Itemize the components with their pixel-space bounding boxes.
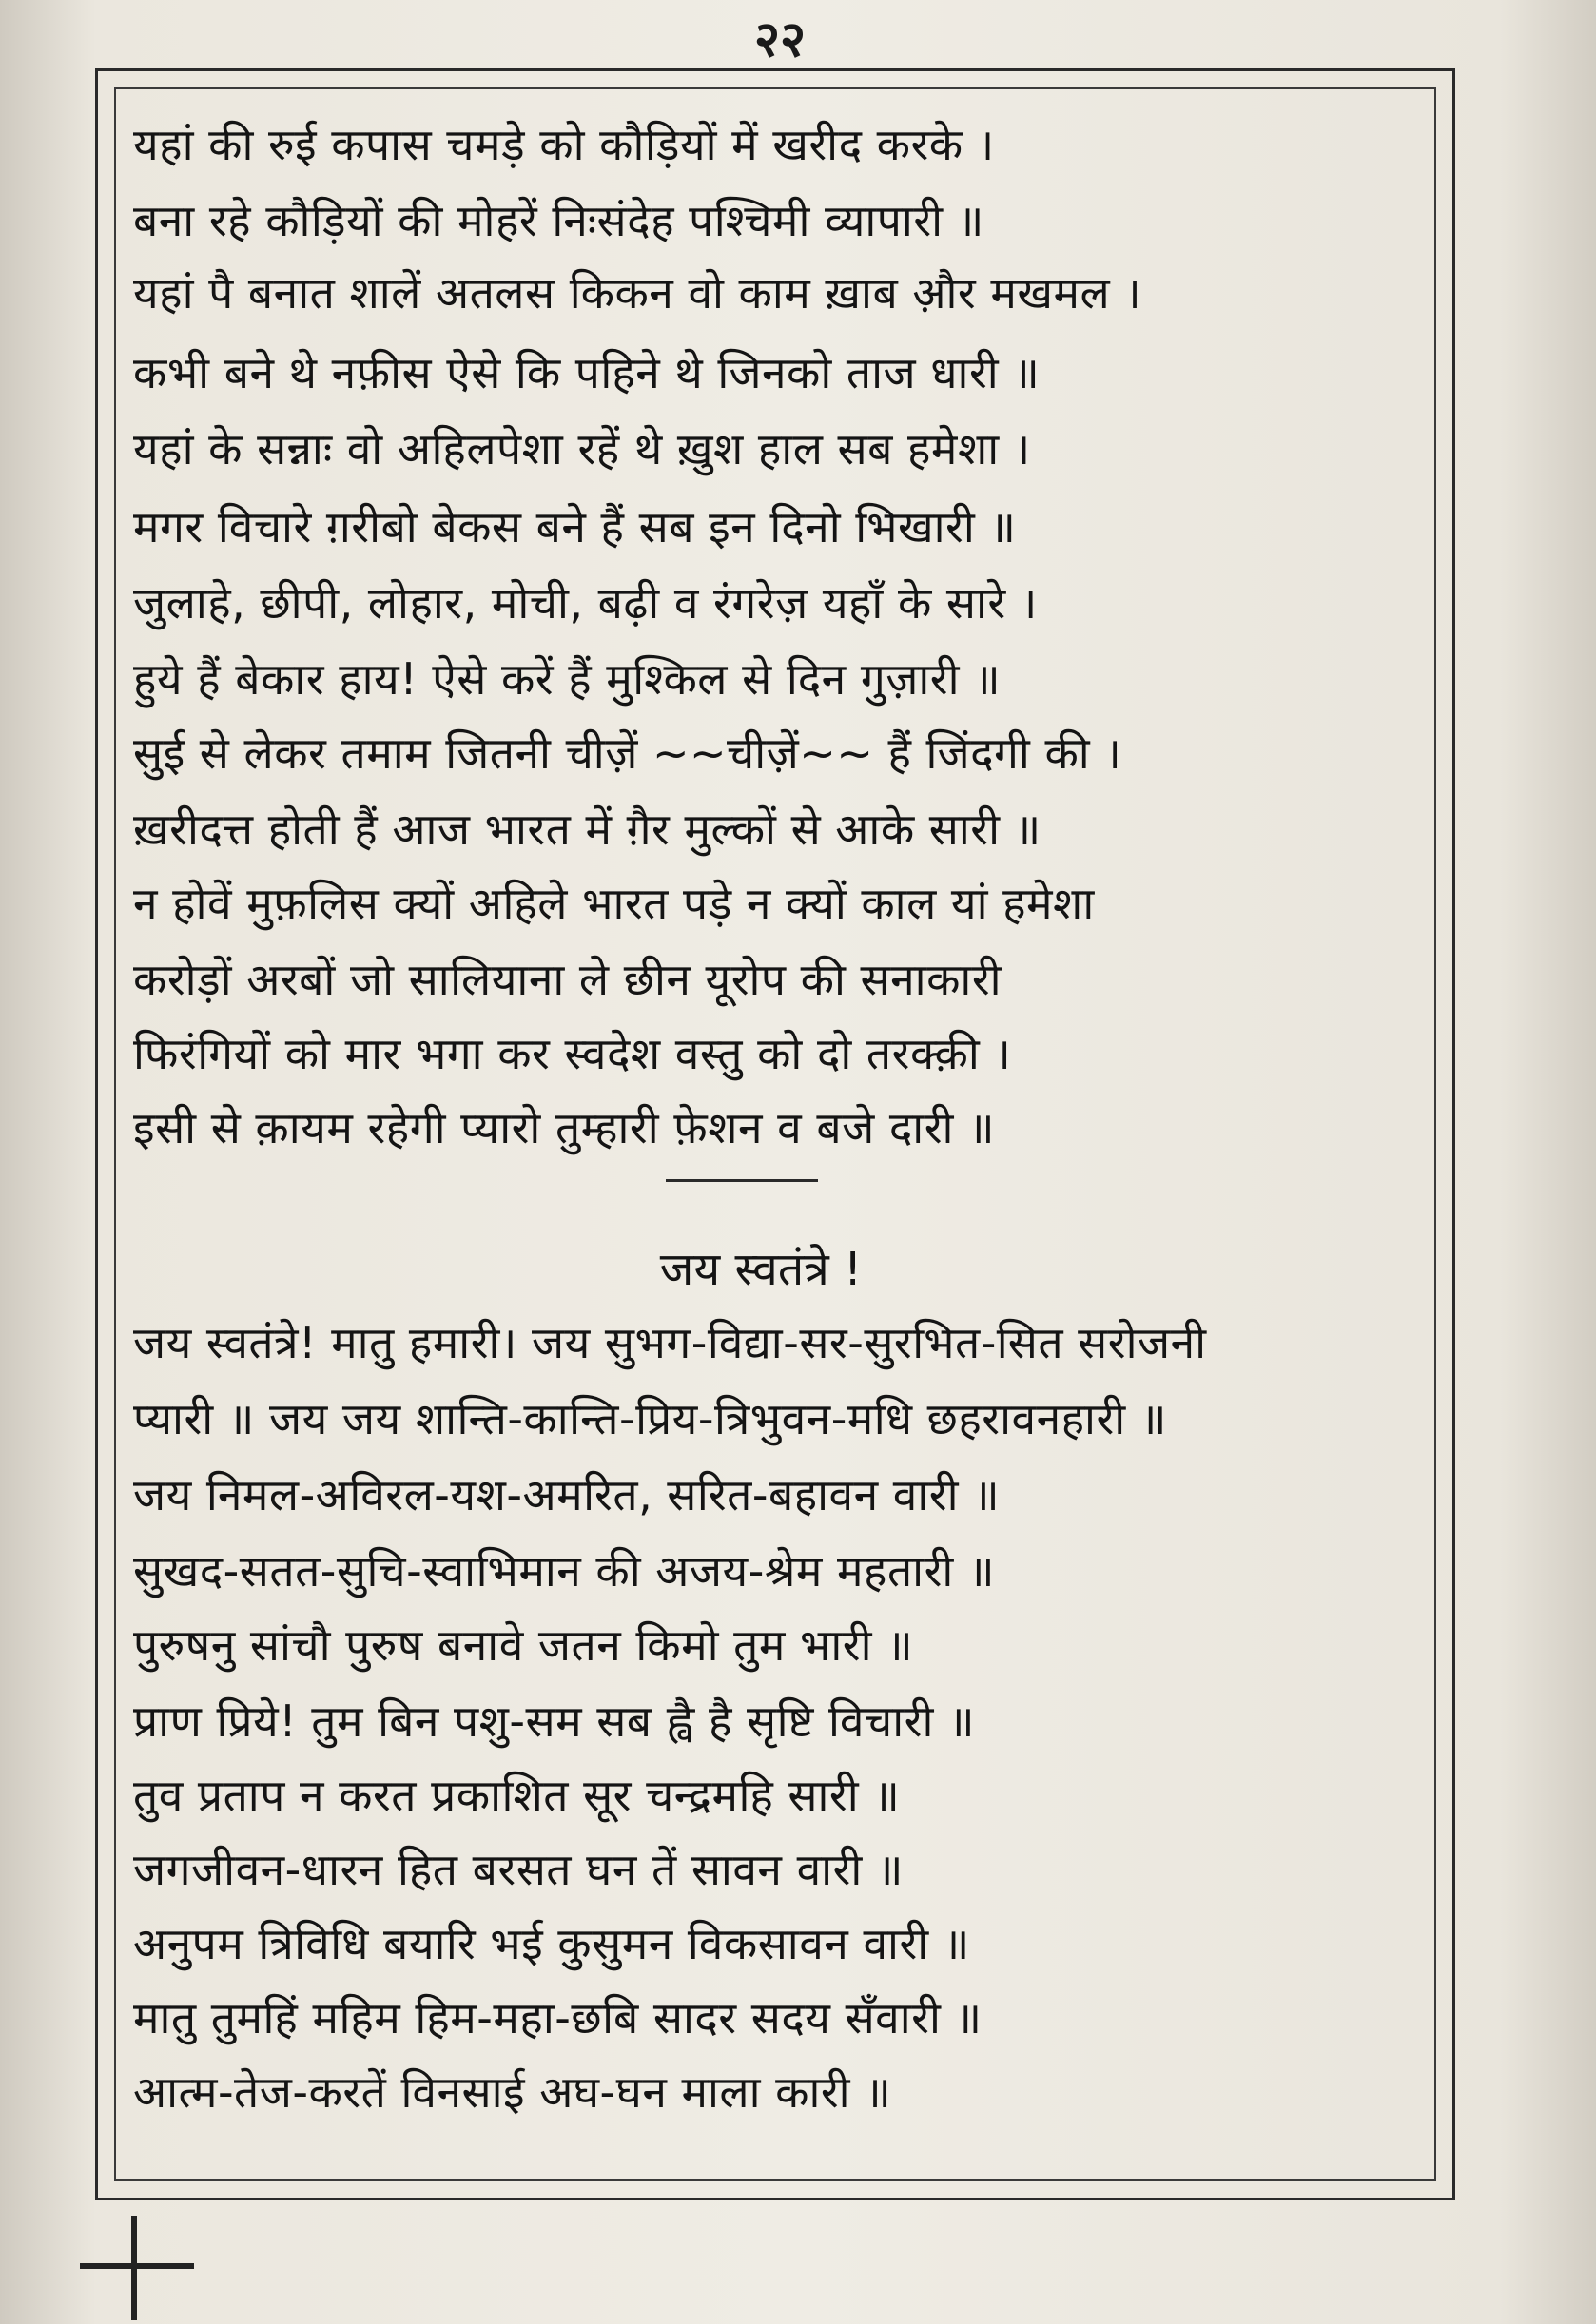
verse-line: यहां के सन्नाः वो अहिलपेशा रहें थे ख़ुश हाल सब हमेशा । bbox=[133, 423, 1031, 474]
poem-line: जगजीवन-धारन हित बरसत घन तें सावन वारी ॥ bbox=[133, 1844, 904, 1895]
verse-line: करोड़ों अरबों जो सालियाना ले छीन यूरोप की सनाकारी bbox=[133, 954, 1002, 1005]
poem-line: आत्म-तेज-करतें विनसाई अघ-घन माला कारी ॥ bbox=[133, 2066, 892, 2118]
poem-line: जय स्वतंत्रे! मातु हमारी। जय सुभग-विद्या-सर-सुरभित-सित सरोजनी bbox=[133, 1317, 1207, 1368]
verse-line: इसी से क़ायम रहेगी प्यारो तुम्हारी फ़ेशन व बजे दारी ॥ bbox=[133, 1102, 996, 1153]
poem-title: जय स्वतंत्रे ! bbox=[659, 1243, 863, 1296]
poem-line: मातु तुमहिं महिम हिम-महा-छबि सादर सदय सँवारी ॥ bbox=[133, 1992, 983, 2043]
verse-line: सुई से लेकर तमाम जितनी चीज़ें ~~चीज़ें~~ हैं जिंदगी की । bbox=[133, 727, 1122, 779]
poem-line: सुखद-सतत-सुचि-स्वाभिमान की अजय-श्रेम महतारी ॥ bbox=[133, 1545, 996, 1597]
poem-line: पुरुषनु सांचौ पुरुष बनावे जतन किमो तुम भारी ॥ bbox=[133, 1619, 914, 1671]
verse-line: कभी बने थे नफ़ीस ऐसे कि पहिने थे जिनको ताज धारी ॥ bbox=[133, 347, 1041, 398]
poem-line: जय निमल-अविरल-यश-अमरित, सरित-बहावन वारी ॥ bbox=[133, 1469, 1001, 1520]
verse-line: न होवें मुफ़लिस क्यों अहिले भारत पड़े न क्यों काल यां हमेशा bbox=[133, 878, 1095, 929]
verse-line: यहां पै बनात शालें अतलस किकन वो काम ख़ाब औ़र मखमल । bbox=[133, 267, 1142, 319]
verse-line: मगर विचारे ग़रीबो बेकस बने हैं सब इन दिनो भिखारी ॥ bbox=[133, 501, 1017, 552]
verse-line: यहां की रुई कपास चमड़े को कौड़ियों में खरीद करके । bbox=[133, 119, 995, 170]
poem-line: प्यारी ॥ जय जय शान्ति-कान्ति-प्रिय-त्रिभुवन-मधि छहरावनहारी ॥ bbox=[133, 1393, 1167, 1444]
section-divider bbox=[666, 1179, 818, 1182]
poem-line: अनुपम त्रिविधि बयारि भई कुसुमन विकसावन वारी ॥ bbox=[133, 1918, 970, 1969]
verse-line: बना रहे कौड़ियों की मोहरें निःसंदेह पश्चिमी व्यापारी ॥ bbox=[133, 195, 984, 246]
ink-mark bbox=[80, 2263, 194, 2269]
verse-line: हुये हैं बेकार हाय! ऐसे करें हैं मुश्किल से दिन गुज़ारी ॥ bbox=[133, 653, 1002, 705]
verse-line: जुलाहे, छीपी, लोहार, मोची, बढ़ी व रंगरेज़ यहाँ के सारे । bbox=[133, 577, 1038, 629]
page-number: २२ bbox=[753, 11, 807, 68]
ink-mark bbox=[131, 2216, 137, 2320]
poem-line: तुव प्रताप न करत प्रकाशित सूर चन्द्रमहि सारी ॥ bbox=[133, 1770, 901, 1821]
verse-line: फिरंगियों को मार भगा कर स्वदेश वस्तु को दो तरक्क़ी । bbox=[133, 1028, 1012, 1079]
poem-line: प्राण प्रिये! तुम बिन पशु-सम सब ह्वै है सृष्टि विचारी ॥ bbox=[133, 1695, 976, 1747]
verse-line: ख़रीदत्त होती हैं आज भारत में ग़ैर मुल्कों से आके सारी ॥ bbox=[133, 804, 1041, 855]
